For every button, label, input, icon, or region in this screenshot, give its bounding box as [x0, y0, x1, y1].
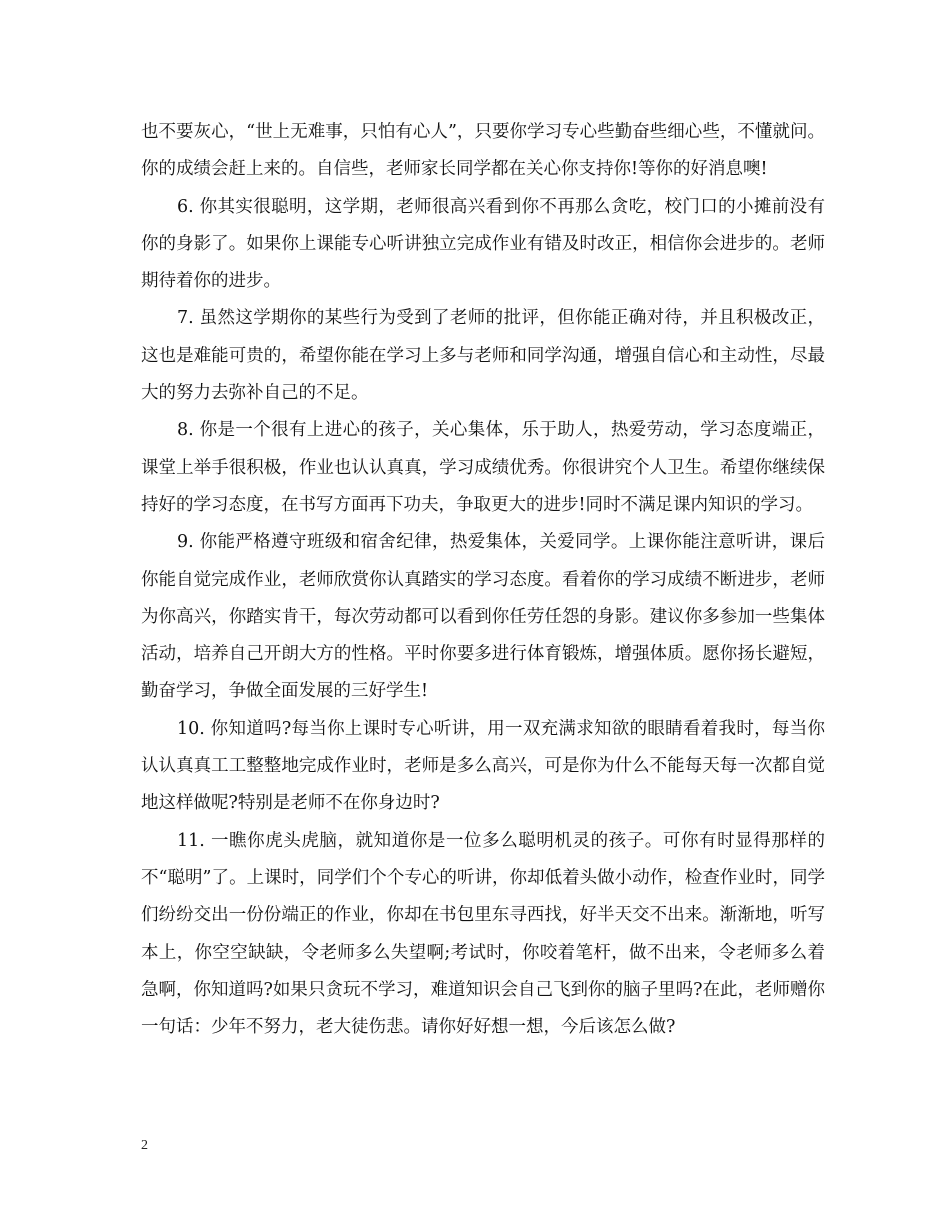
paragraph-comment-7: 7. 虽然这学期你的某些行为受到了老师的批评，但你能正确对待，并且积极改正，这也是难能可贵的，希望你能在学习上多与老师和同学沟通，增强自信心和主动性，尽最大的努力去弥补自己的不足。	[141, 308, 825, 404]
paragraph-comment-6: 6. 你其实很聪明，这学期，老师很高兴看到你不再那么贪吃，校门口的小摊前没有你的身影了。如果你上课能专心听讲独立完成作业有错及时改正，相信你会进步的。老师期待着你的进步。	[141, 196, 825, 292]
paragraph-comment-9: 9. 你能严格遵守班级和宿舍纪律，热爱集体，关爱同学。上课你能注意听讲，课后你能自觉完成作业，老师欣赏你认真踏实的学习态度。看着你的学习成绩不断进步，老师为你高兴，你踏实肯干，每次劳动都可以看到你任劳任怨的身影。建议你多参加一些集体活动，培养自己开朗大方的性格。平时你要多进行体育锻炼，增强体质。愿你扬长避短，勤奋学习，争做全面发展的三好学生!	[141, 532, 825, 702]
document-body	[141, 114, 825, 1046]
paragraph-comment-8: 8. 你是一个很有上进心的孩子，关心集体，乐于助人，热爱劳动，学习态度端正，课堂上举手很积极，作业也认认真真，学习成绩优秀。你很讲究个人卫生。希望你继续保持好的学习态度，在书写方面再下功夫，争取更大的进步!同时不满足课内知识的学习。	[141, 420, 825, 515]
paragraph-continuation: 也不要灰心，“世上无难事，只怕有心人”，只要你学习专心些勤奋些细心些，不懂就问。你的成绩会赶上来的。自信些，老师家长同学都在关心你支持你!等你的好消息噢!	[141, 122, 825, 180]
paragraph-comment-11: 11. 一瞧你虎头虎脑，就知道你是一位多么聪明机灵的孩子。可你有时显得那样的不“聪明”了。上课时，同学们个个专心的听讲，你却低着头做小动作，检查作业时，同学们纷纷交出一份份端正的作业，你却在书包里东寻西找，好半天交不出来。渐渐地，听写本上，你空空缺缺，令老师多么失望啊;考试时，你咬着笔杆，做不出来，令老师多么着急啊，你知道吗?如果只贪玩不学习，难道知识会自己飞到你的脑子里吗?在此，老师赠你一句话：少年不努力，老大徒伤悲。请你好好想一想，今后该怎么做?	[141, 830, 825, 1038]
paragraph-comment-10: 10. 你知道吗?每当你上课时专心听讲，用一双充满求知欲的眼睛看着我时，每当你认认真真工工整整地完成作业时，老师是多么高兴，可是你为什么不能每天每一次都自觉地这样做呢?特别是老师不在你身边时?	[141, 718, 825, 814]
page-number: 2	[141, 1138, 148, 1153]
